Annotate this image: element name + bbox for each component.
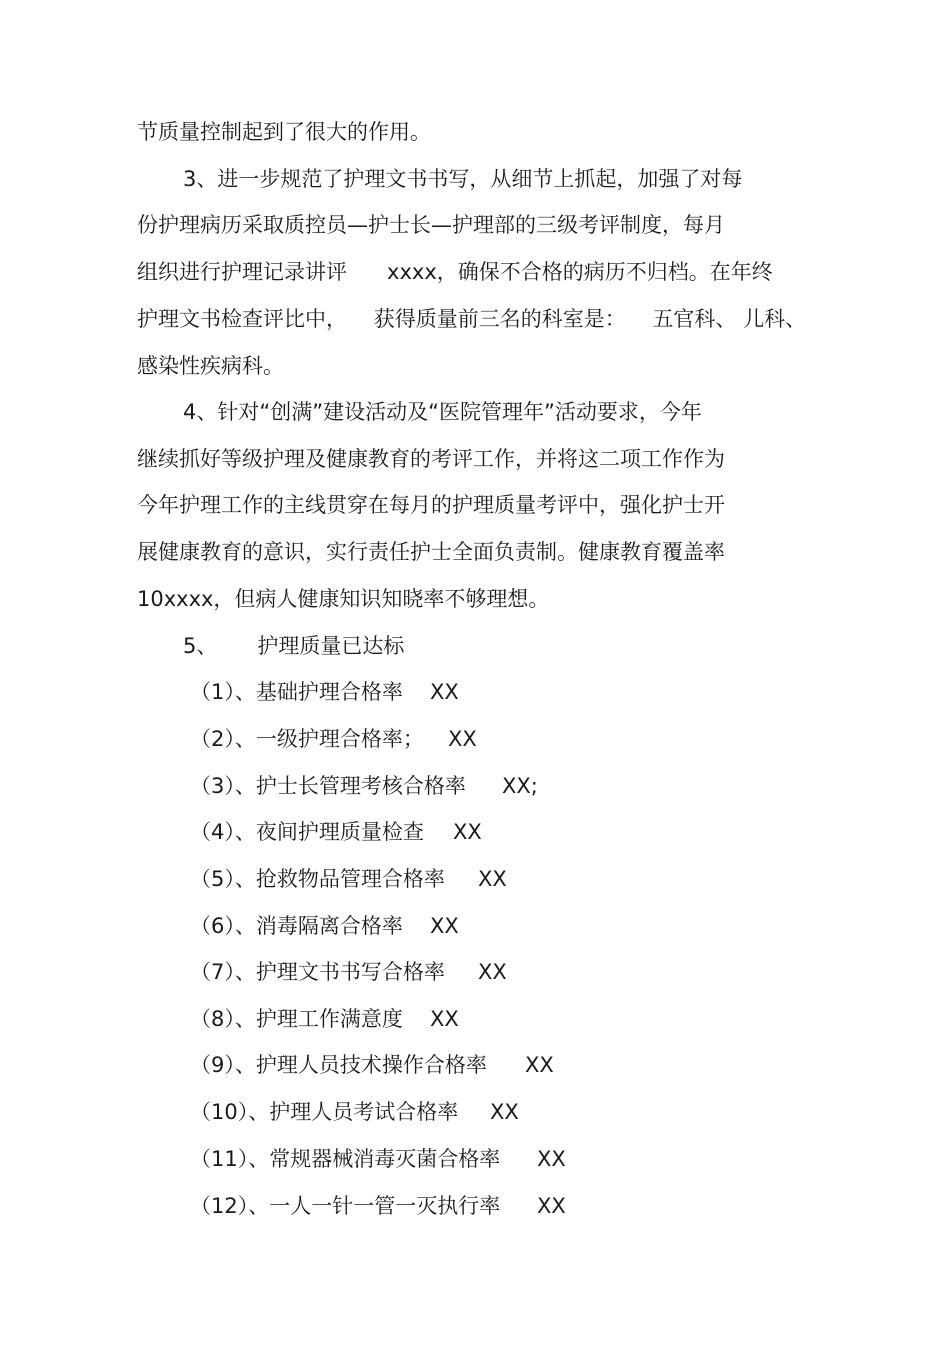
list-item-value: XX [430, 1007, 459, 1031]
list-item-label: （11）、常规器械消毒灭菌合格率 [190, 1147, 501, 1171]
paragraph-line: 感染性疾病科。 [137, 354, 284, 378]
list-item-label: （6）、消毒隔离合格率 [190, 914, 403, 938]
list-item-label: （4）、夜间护理质量检查 [190, 820, 424, 844]
section-heading: 5、 护理质量已达标 [183, 634, 405, 658]
list-item-label: （1）、基础护理合格率 [190, 680, 403, 704]
paragraph-line: 4、针对“创满”建设活动及“医院管理年”活动要求，今年 [183, 400, 702, 424]
paragraph-line: 10xxxx，但病人健康知识知晓率不够理想。 [137, 587, 550, 611]
paragraph-line: 护理文书检查评比中， 获得质量前三名的科室是： 五官科、 儿科、 [137, 307, 807, 331]
list-item-label: （2）、一级护理合格率； [190, 727, 424, 751]
list-item-label: （3）、护士长管理考核合格率 [190, 774, 466, 798]
list-item-value: XX [537, 1194, 566, 1218]
paragraph-line: 组织进行护理记录讲评 xxxx，确保不合格的病历不归档。在年终 [137, 260, 773, 284]
paragraph-line: 今年护理工作的主线贯穿在每月的护理质量考评中，强化护士开 [137, 493, 725, 517]
list-item-label: （8）、护理工作满意度 [190, 1007, 403, 1031]
list-item-value: XX [478, 960, 507, 984]
list-item-value: XX; [502, 774, 538, 798]
list-item-value: XX [448, 727, 477, 751]
list-item-value: XX [430, 914, 459, 938]
list-item-value: XX [490, 1100, 519, 1124]
paragraph-line: 继续抓好等级护理及健康教育的考评工作，并将这二项工作作为 [137, 447, 725, 471]
list-item-value: XX [478, 867, 507, 891]
paragraph-line: 3、进一步规范了护理文书书写，从细节上抓起，加强了对每 [183, 167, 743, 191]
list-item-label: （12）、一人一针一管一灭执行率 [190, 1194, 501, 1218]
list-item-value: XX [453, 820, 482, 844]
list-item-label: （9）、护理人员技术操作合格率 [190, 1053, 487, 1077]
paragraph-line: 展健康教育的意识，实行责任护士全面负责制。健康教育覆盖率 [137, 540, 725, 564]
list-item-label: （5）、抢救物品管理合格率 [190, 867, 445, 891]
list-item-value: XX [525, 1053, 554, 1077]
list-item-value: XX [430, 680, 459, 704]
paragraph-line: 份护理病历采取质控员—护士长—护理部的三级考评制度，每月 [137, 213, 725, 237]
list-item-label: （10）、护理人员考试合格率 [190, 1100, 459, 1124]
paragraph-line: 节质量控制起到了很大的作用。 [137, 120, 431, 144]
list-item-label: （7）、护理文书书写合格率 [190, 960, 445, 984]
list-item-value: XX [537, 1147, 566, 1171]
